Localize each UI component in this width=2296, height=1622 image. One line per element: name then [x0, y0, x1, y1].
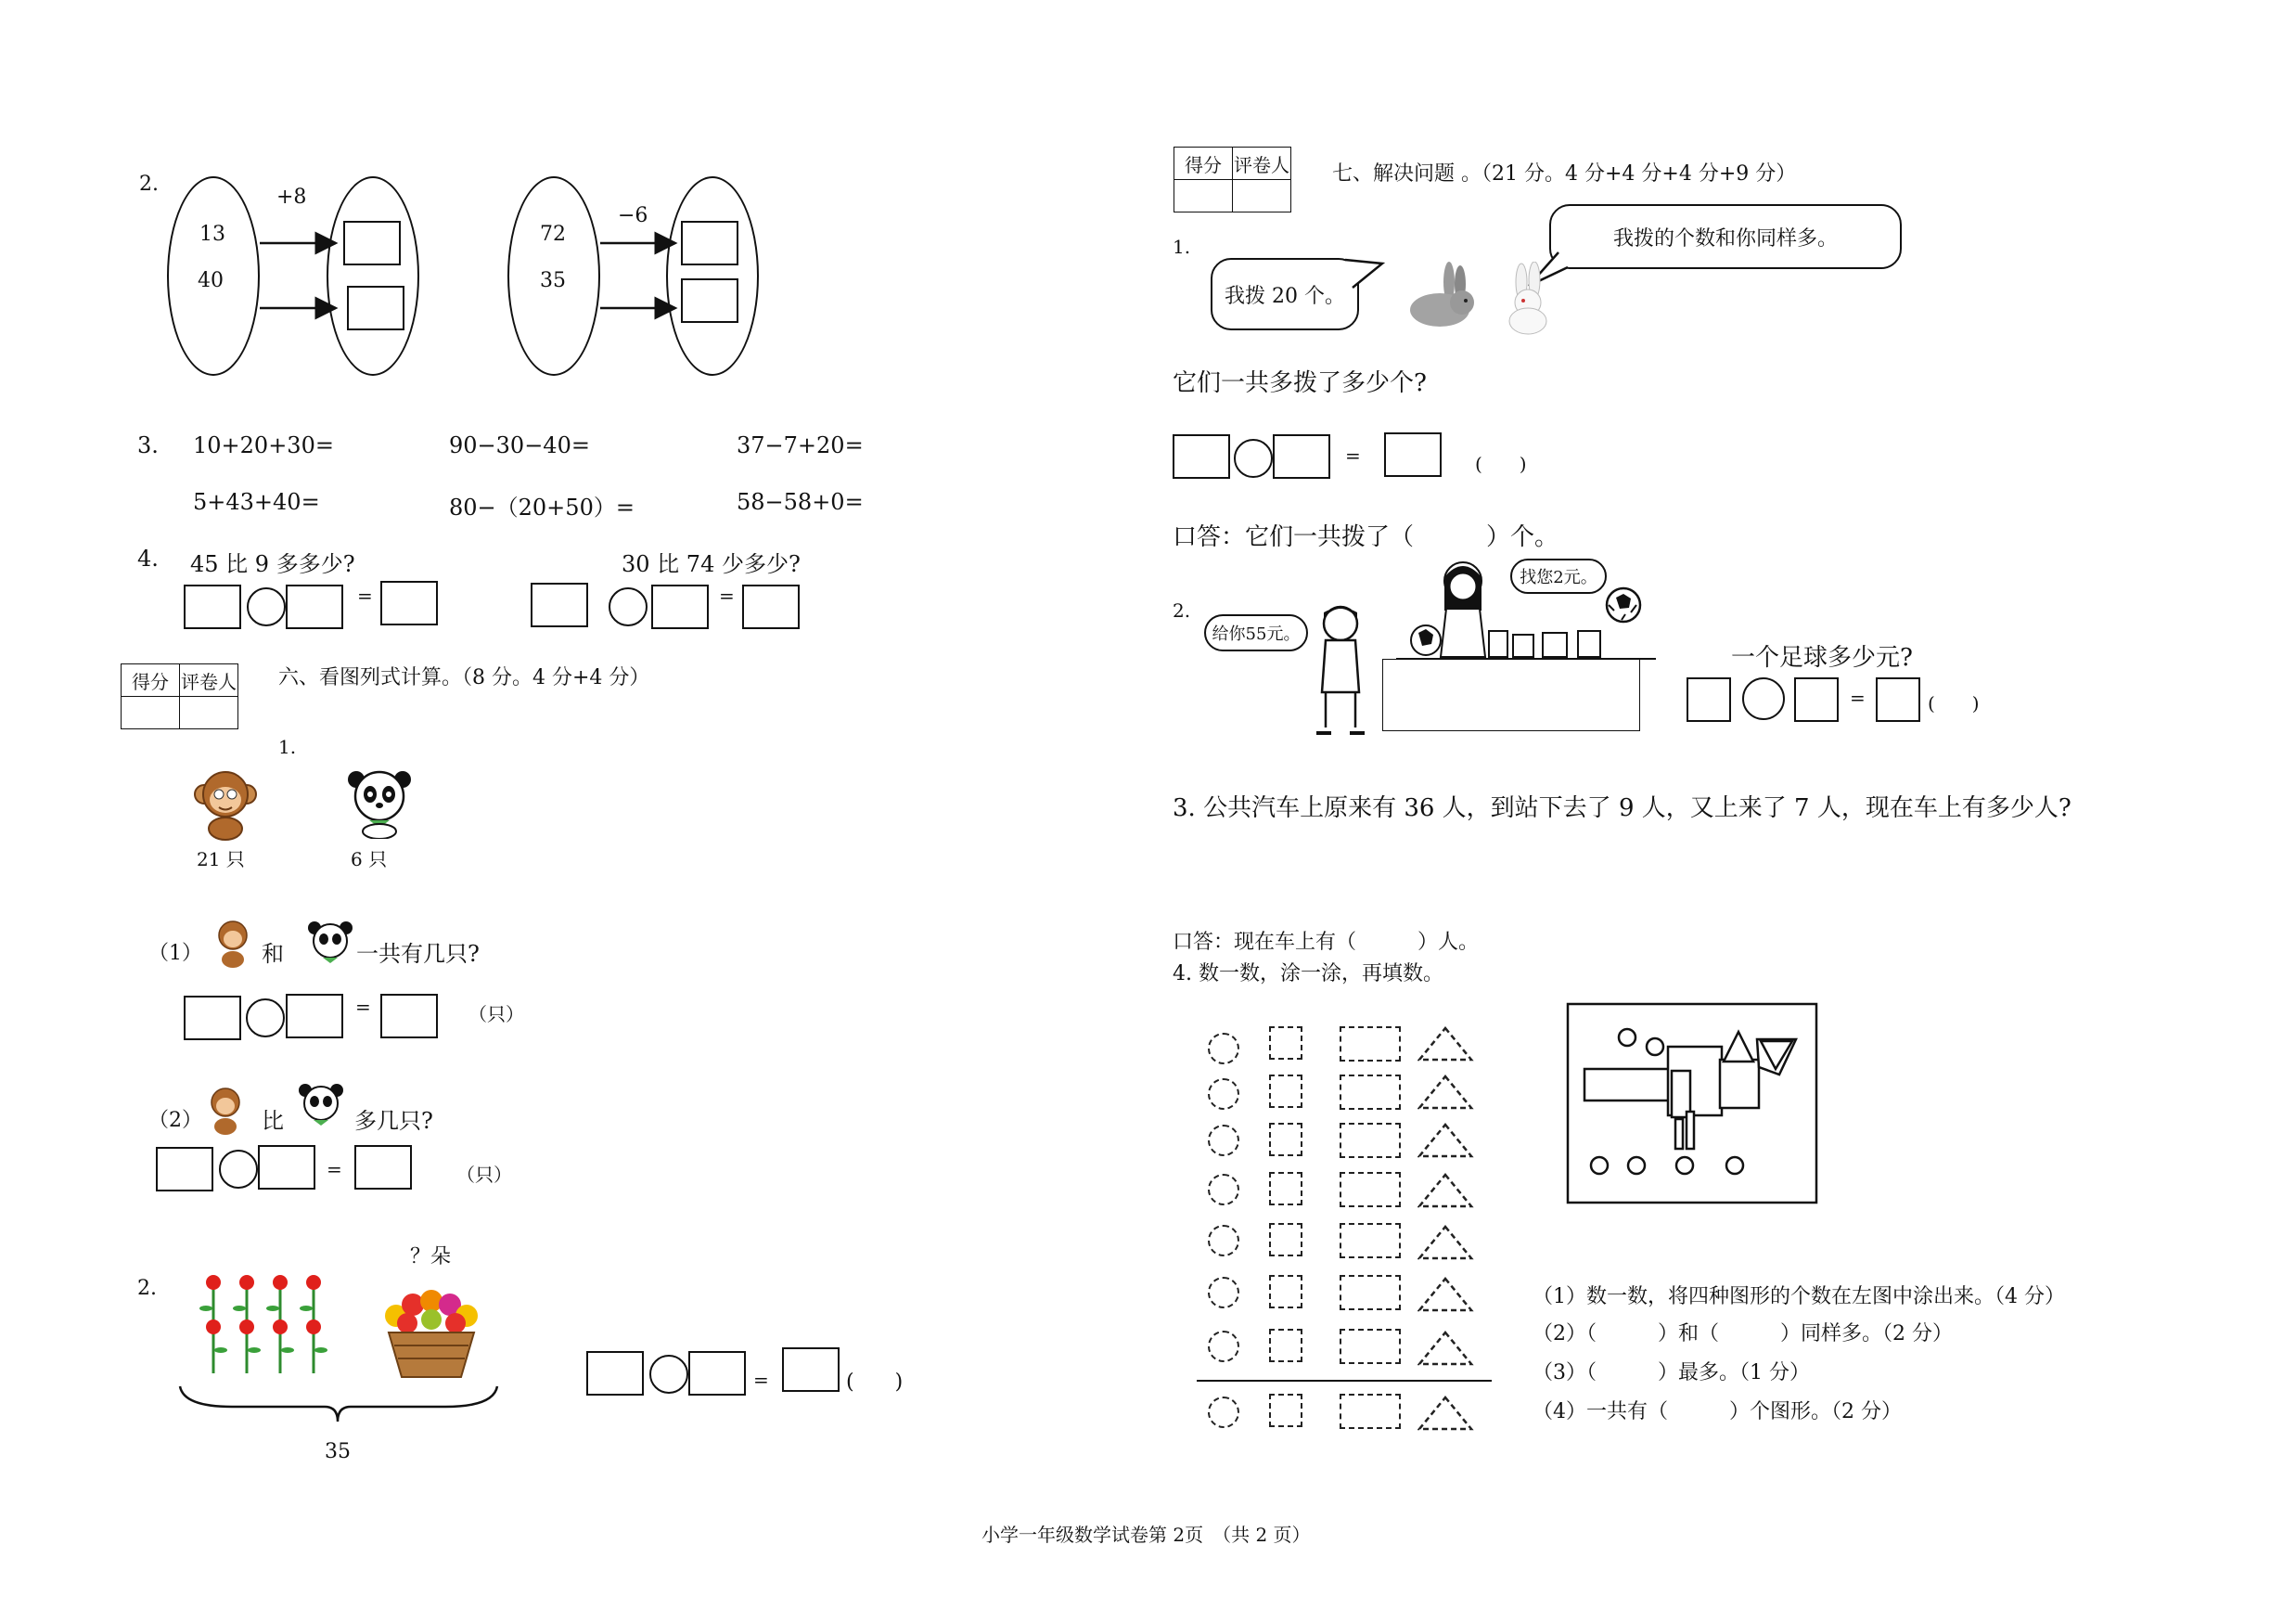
- q4-number: 4.: [137, 546, 159, 572]
- equation: 10+20+30=: [193, 432, 334, 458]
- answer-box[interactable]: [1794, 677, 1839, 722]
- monkey-icon: [193, 768, 258, 841]
- panda-count: 6 只: [351, 848, 388, 870]
- q3-number: 3.: [137, 432, 159, 458]
- bubble-tail: [1345, 251, 1410, 297]
- score-cell[interactable]: [1174, 180, 1233, 212]
- answer-box[interactable]: [688, 1351, 746, 1396]
- page-footer: 小学一年级数学试卷第 2页 （共 2 页）: [981, 1524, 1311, 1546]
- dashed-square-cell[interactable]: [1269, 1123, 1302, 1156]
- total-value: 35: [325, 1440, 351, 1463]
- shop-counter: [1382, 659, 1640, 731]
- answer-box[interactable]: [184, 585, 241, 629]
- answer-box[interactable]: [1273, 434, 1330, 479]
- connector-word: 比: [262, 1108, 284, 1134]
- instruction-line: （3）（ ）最多。（1 分）: [1533, 1361, 1810, 1384]
- equation: 58−58+0=: [737, 489, 864, 515]
- equals-sign: =: [1850, 687, 1866, 709]
- unit-paren: ( ): [846, 1371, 904, 1394]
- panda-icon: [297, 1081, 345, 1135]
- unit-label: （只）: [468, 1003, 524, 1025]
- operator-circle[interactable]: [246, 998, 285, 1037]
- equation: 80−（20+50）=: [449, 495, 635, 521]
- dashed-rectangle-cell[interactable]: [1340, 1275, 1401, 1310]
- item-number: 2.: [137, 1277, 157, 1300]
- speech-bubble: 我拨 20 个。: [1211, 258, 1359, 330]
- operator-circle[interactable]: [609, 587, 648, 626]
- connector-word: 和: [262, 941, 284, 967]
- sub-question-text: 一共有几只?: [356, 941, 480, 967]
- instruction-line: （4）一共有（ ）个图形。（2 分）: [1533, 1400, 1902, 1423]
- sub-question-label: （1）: [148, 942, 202, 965]
- answer-box[interactable]: [531, 583, 588, 627]
- mapping-value: 13: [199, 223, 225, 246]
- operator-circle[interactable]: [649, 1355, 688, 1394]
- shape-picture: [1566, 1002, 1818, 1204]
- white-rabbit-icon: [1495, 262, 1560, 336]
- grader-header: 评卷人: [1233, 148, 1291, 180]
- answer-box[interactable]: [1687, 677, 1731, 722]
- answer-sentence: 口答：它们一共拨了（ ）个。: [1173, 523, 1559, 551]
- dashed-square-cell[interactable]: [1269, 1223, 1302, 1256]
- dashed-rectangle-cell[interactable]: [1340, 1123, 1401, 1158]
- monkey-icon: [212, 919, 254, 969]
- equals-sign: =: [753, 1369, 769, 1391]
- equals-sign: =: [327, 1158, 342, 1180]
- speech-bubble: 给你55元。: [1204, 614, 1308, 651]
- answer-box[interactable]: [651, 585, 709, 629]
- unknown-flowers-label: ？朵: [410, 1245, 452, 1268]
- dashed-circle-cell[interactable]: [1208, 1125, 1239, 1156]
- item-number: 1.: [1173, 236, 1191, 258]
- mapping-arrows: [0, 0, 1150, 390]
- dashed-square-cell[interactable]: [1269, 1075, 1302, 1108]
- q4-problem-1: 45 比 9 多多少?: [190, 551, 355, 577]
- mapping-value: 35: [540, 269, 566, 292]
- grader-header: 评卷人: [180, 664, 238, 697]
- instruction-line: （1）数一数，将四种图形的个数在左图中涂出来。（4 分）: [1533, 1285, 2065, 1308]
- answer-box[interactable]: [782, 1347, 840, 1392]
- football-icon: [1603, 585, 1644, 625]
- answer-box[interactable]: [286, 585, 343, 629]
- speech-bubble: 找您2元。: [1510, 559, 1607, 594]
- equals-sign: =: [1345, 444, 1361, 467]
- question-text: 它们一共多拨了多少个?: [1173, 369, 1427, 397]
- mapping-value: 72: [540, 223, 566, 246]
- dashed-circle-cell[interactable]: [1208, 1225, 1239, 1256]
- grader-cell[interactable]: [180, 697, 238, 729]
- dashed-rectangle-cell[interactable]: [1340, 1075, 1401, 1110]
- dashed-circle-cell[interactable]: [1208, 1033, 1239, 1064]
- roses-icon: [195, 1271, 343, 1383]
- dashed-circle-cell[interactable]: [1208, 1078, 1239, 1110]
- section-6-title: 六、看图列式计算。（8 分。4 分+4 分）: [278, 666, 650, 689]
- dashed-circle-cell[interactable]: [1208, 1397, 1239, 1428]
- score-header: 得分: [1174, 148, 1233, 180]
- answer-box[interactable]: [1384, 432, 1442, 477]
- answer-box[interactable]: [286, 994, 343, 1038]
- dashed-rectangle-cell[interactable]: [1340, 1394, 1401, 1429]
- q4-problem-2: 30 比 74 少多少?: [622, 551, 801, 577]
- instruction-line: （2）（ ）和（ ）同样多。（2 分）: [1533, 1322, 1953, 1345]
- item-number: 1.: [278, 736, 297, 758]
- answer-box[interactable]: [354, 1145, 412, 1190]
- panda-icon: [345, 766, 414, 839]
- dashed-square-cell[interactable]: [1269, 1394, 1302, 1427]
- item-number: 2.: [1173, 599, 1191, 622]
- equation: 37−7+20=: [737, 432, 864, 458]
- answer-box[interactable]: [380, 994, 438, 1038]
- mapping-operation: +8: [276, 186, 307, 209]
- answer-sentence: 口答：现在车上有（ ）人。: [1173, 931, 1480, 954]
- dashed-circle-cell[interactable]: [1208, 1331, 1239, 1362]
- equation: 90−30−40=: [449, 432, 590, 458]
- dashed-rectangle-cell[interactable]: [1340, 1223, 1401, 1258]
- panda-icon: [306, 919, 354, 972]
- dashed-square-cell[interactable]: [1269, 1172, 1302, 1205]
- answer-box[interactable]: [184, 996, 241, 1040]
- answer-box[interactable]: [586, 1351, 644, 1396]
- answer-box[interactable]: [156, 1147, 213, 1191]
- dashed-rectangle-cell[interactable]: [1340, 1172, 1401, 1207]
- score-table: [121, 663, 238, 729]
- unit-paren: ( ): [1928, 692, 1980, 714]
- unit-label: （只）: [456, 1164, 512, 1186]
- q3-problem: 3. 公共汽车上原来有 36 人，到站下去了 9 人，又上来了 7 人，现在车上有多少人?: [1173, 794, 2072, 822]
- baseline-divider: [1197, 1380, 1492, 1382]
- dashed-square-cell[interactable]: [1269, 1329, 1302, 1362]
- operator-circle[interactable]: [219, 1150, 258, 1189]
- grader-cell[interactable]: [1233, 180, 1291, 212]
- dashed-rectangle-cell[interactable]: [1340, 1026, 1401, 1062]
- answer-box[interactable]: [380, 581, 438, 625]
- dashed-triangle-column[interactable]: [1417, 1021, 1479, 1438]
- speech-bubble: 我拨的个数和你同样多。: [1549, 204, 1902, 269]
- operator-circle[interactable]: [1234, 439, 1273, 478]
- unit-paren: ( ): [1475, 453, 1527, 475]
- question-text: 一个足球多少元?: [1731, 644, 1913, 672]
- dashed-rectangle-cell[interactable]: [1340, 1329, 1401, 1364]
- mapping-operation: −6: [618, 204, 648, 227]
- score-table: [1174, 147, 1291, 212]
- answer-box[interactable]: [742, 585, 800, 629]
- gray-rabbit-icon: [1403, 258, 1486, 332]
- dashed-square-cell[interactable]: [1269, 1026, 1302, 1060]
- answer-box[interactable]: [1173, 434, 1230, 479]
- mapping-value: 40: [198, 269, 224, 292]
- q4-title: 4. 数一数，涂一涂，再填数。: [1173, 962, 1443, 985]
- equation: 5+43+40=: [193, 489, 320, 515]
- score-cell[interactable]: [122, 697, 180, 729]
- operator-circle[interactable]: [1742, 677, 1785, 720]
- sub-question-text: 多几只?: [354, 1108, 433, 1134]
- dashed-square-cell[interactable]: [1269, 1275, 1302, 1308]
- section-7-title: 七、解决问题 。（21 分。4 分+4 分+4 分+9 分）: [1332, 162, 1797, 186]
- score-header: 得分: [122, 664, 180, 697]
- operator-circle[interactable]: [247, 587, 286, 626]
- dashed-circle-cell[interactable]: [1208, 1277, 1239, 1308]
- answer-box[interactable]: [258, 1145, 315, 1190]
- monkey-icon: [204, 1086, 247, 1136]
- answer-box[interactable]: [1876, 677, 1920, 722]
- dashed-circle-cell[interactable]: [1208, 1174, 1239, 1205]
- flower-basket-icon: [376, 1288, 487, 1381]
- monkey-count: 21 只: [197, 848, 245, 870]
- equals-sign: =: [357, 585, 373, 607]
- equals-sign: =: [719, 585, 735, 607]
- sub-question-label: （2）: [148, 1109, 202, 1132]
- equals-sign: =: [355, 996, 371, 1018]
- total-brace: [176, 1383, 501, 1438]
- q2-number: 2.: [139, 173, 159, 196]
